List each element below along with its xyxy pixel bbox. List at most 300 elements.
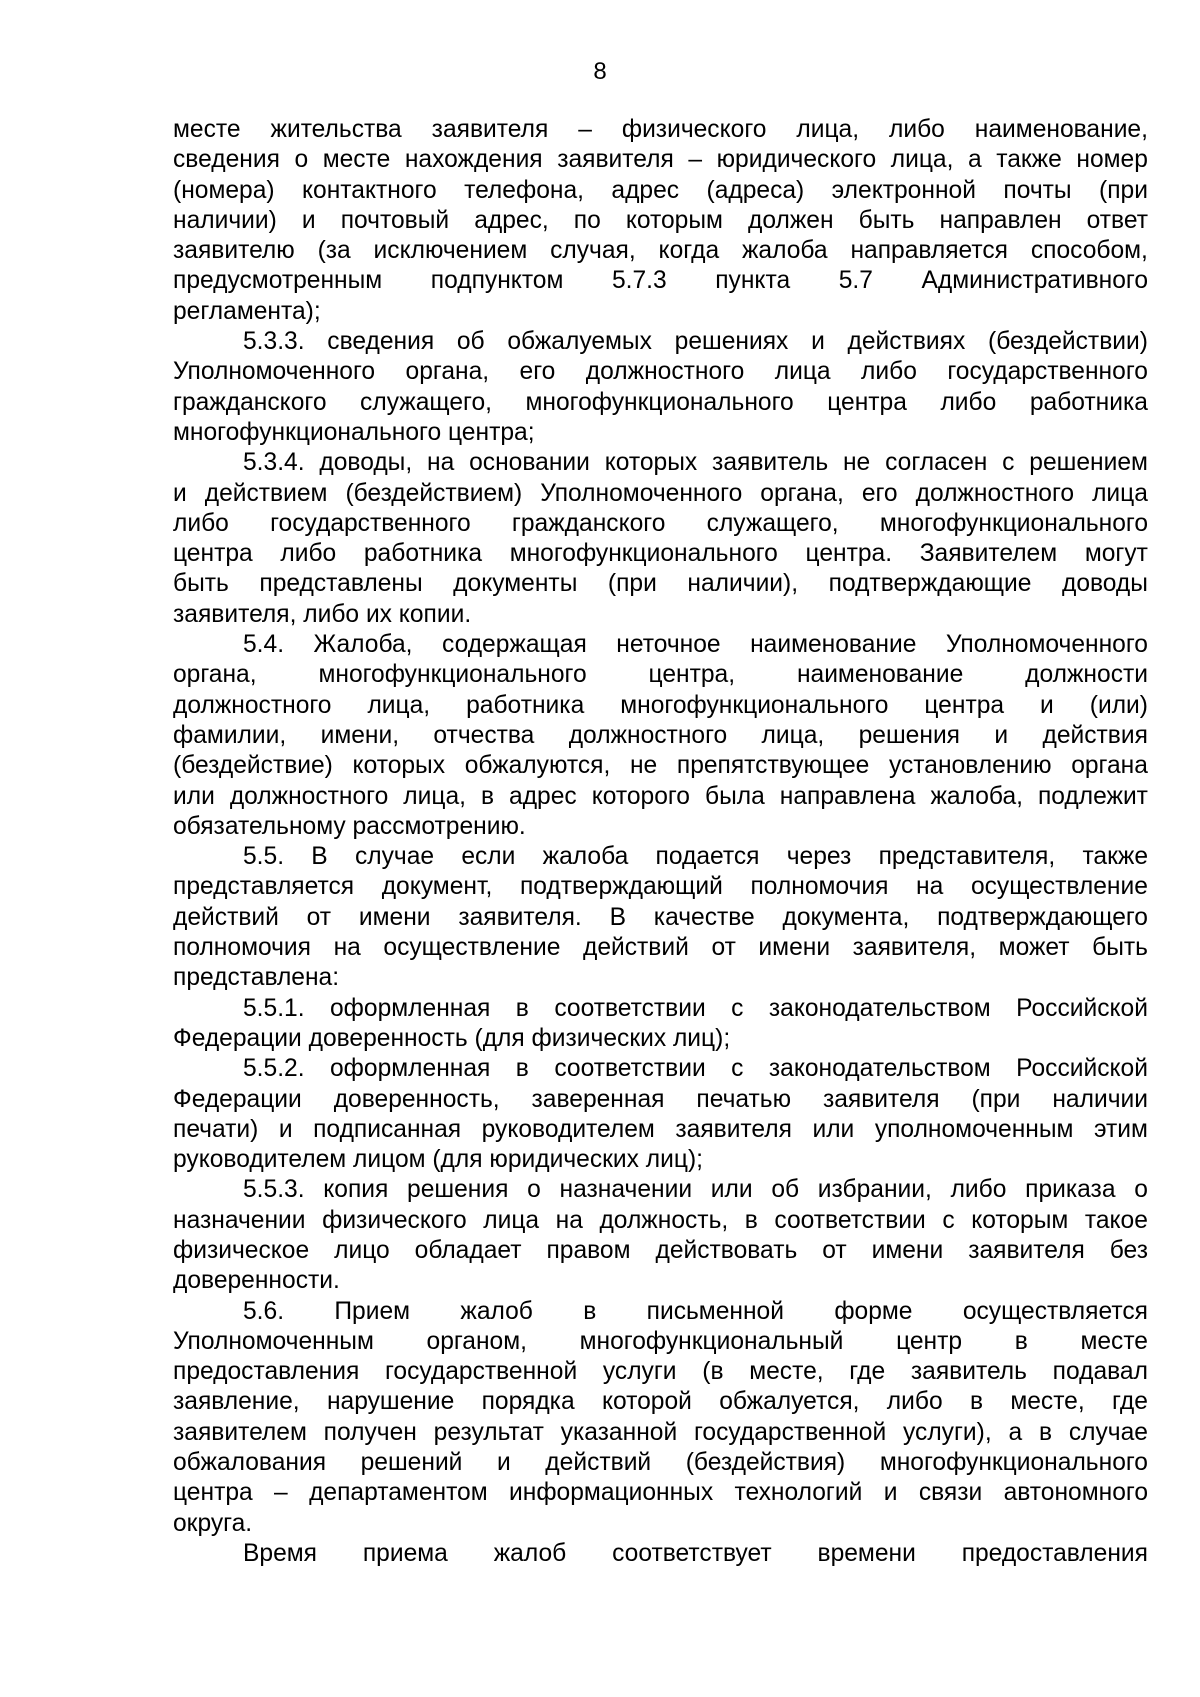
word: об [456,328,485,356]
word: месте [1080,1327,1148,1355]
word: государственного [270,509,471,537]
word: решением [1029,449,1148,477]
word: также [1082,843,1148,871]
word: которых [604,449,698,477]
word: услуги [602,1358,677,1386]
text-line [173,1115,1148,1145]
word: обжалуется, [719,1388,860,1416]
word: с [1002,449,1015,477]
word: документ, [381,873,493,901]
word: через [786,843,852,871]
word: качестве [653,903,755,931]
word: направлена [779,782,916,810]
word: должностного [915,479,1075,507]
word: заявителя [557,146,674,174]
word: 5.3.3. [243,328,305,356]
word: получен [323,1418,417,1446]
word: адрес [509,782,577,810]
word: заявителя [431,116,549,143]
word: (при [971,1085,1021,1113]
document-text-body [173,115,1148,1569]
word: В [609,903,626,931]
word: где [1112,1388,1148,1416]
word: центр [896,1327,963,1355]
word: либо [280,540,337,568]
word: либо [173,509,229,537]
word: электронной [831,176,976,204]
word: департаментом [309,1479,488,1507]
word: которым [625,206,723,234]
word: предоставления [961,1539,1148,1567]
word: органа, [405,358,490,386]
word: о [294,146,309,174]
word: Административного [921,267,1148,295]
text-line [173,206,1148,236]
text-line [173,115,1148,145]
word: печати) [173,1115,259,1143]
word: многофункционального [879,509,1148,537]
word: была [704,782,765,810]
word: физическое [173,1236,310,1264]
word: служащего, [360,388,492,416]
word: предоставления [173,1358,360,1386]
word: представлена: [173,964,340,992]
word: (или) [1089,691,1148,719]
word: (в [702,1358,724,1386]
word: должностного [568,721,728,749]
word: заявитель [712,449,829,477]
word: полномочия [750,873,889,901]
word: работника [363,540,483,568]
word: (при [607,570,657,598]
text-line [173,751,1148,781]
word: либо [950,1176,1007,1204]
word: обжалуются, [464,752,611,780]
word: лица, [367,691,431,719]
word: должностного [229,782,389,810]
word: центра. [805,540,893,568]
word: должностного [173,691,332,719]
word: случае [1068,1418,1148,1446]
word: жалоба [741,237,828,265]
word: работника [466,691,585,719]
word: соответствии [554,994,706,1022]
word: документа, [782,903,910,931]
word: фамилии, [173,721,287,749]
word: печатью [696,1085,792,1113]
word: в [515,994,529,1022]
word: органа, [760,479,844,507]
word: в [744,1206,758,1234]
word: оформленная [329,1055,491,1083]
text-line [173,1539,1148,1569]
text-line [173,418,1148,448]
word: или [812,1115,855,1143]
text-line [173,1509,1148,1539]
word: с [731,994,744,1022]
word: информационных [509,1479,714,1507]
word: либо [889,116,945,143]
word: подтверждающего [937,903,1148,931]
word: законодательством [768,994,991,1022]
word: когда [658,237,720,265]
word: многофункционального [509,540,778,568]
word: государственной [694,1418,887,1446]
text-line [173,539,1148,569]
word: от [711,934,736,962]
word: центра, [648,661,736,689]
word: Уполномоченного [173,358,376,386]
word: в [480,782,495,810]
word: Уполномоченным [173,1327,374,1355]
word: направляется [850,237,1009,265]
word: где [849,1358,886,1386]
word: которых [352,752,446,780]
word: многофункционального центра; [173,418,535,446]
word: быть [1092,934,1148,962]
word: без [1109,1236,1148,1264]
word: соответствует [612,1539,772,1567]
word: представлены [259,570,423,598]
word: почтовый [340,206,450,234]
word: если [461,843,516,871]
word: руководителем [481,1115,655,1143]
word: которым [971,1206,1069,1234]
word: лицо [334,1236,390,1264]
text-line [173,1448,1148,1478]
word: наименование [750,631,917,659]
text-line [173,630,1148,660]
word: подпунктом [430,267,564,295]
text-line [173,176,1148,206]
text-line [173,660,1148,690]
word: этим [1093,1115,1148,1143]
word: действий [582,934,689,962]
word: – [688,146,703,174]
word: назначении [559,1176,693,1204]
text-line [173,1024,1148,1054]
word: имени [758,934,831,962]
word: о [527,1176,541,1204]
word: нахождения [404,146,543,174]
word: 5.5.1. [243,994,305,1022]
word: и [278,1115,293,1143]
word: заявителя [675,1115,792,1143]
word: не [842,449,871,477]
word: лица, [796,116,860,143]
word: оформленная [329,994,491,1022]
word: 5.5.3. [243,1176,305,1204]
word: подлежит [1037,782,1148,810]
word: подавал [1052,1358,1148,1386]
word: заявителя [822,1085,940,1113]
text-line [173,1418,1148,1448]
word: 5.4. [243,631,285,659]
word: которого [591,782,690,810]
word: и [173,479,187,507]
text-line [173,1327,1148,1357]
word: по [573,206,601,234]
word: действий [173,903,279,931]
word: и [883,1479,898,1507]
word: месте, [1010,1388,1085,1416]
word: органом, [426,1327,527,1355]
text-line [173,1236,1148,1266]
word: действиях [847,328,966,356]
word: либо [861,358,917,386]
word: от [822,1236,847,1264]
text-line [173,236,1148,266]
text-line [173,812,1148,842]
word: результат [433,1418,544,1446]
word: действовать [655,1236,798,1264]
word: документы [453,570,578,598]
word: пункта [715,267,791,295]
text-line [173,691,1148,721]
word: решениях [674,328,789,356]
word: Российской [1016,994,1148,1022]
word: жалоба, [930,782,1023,810]
word: законодательством [768,1055,991,1083]
word: случая, [550,237,636,265]
word: многофункционального [525,388,794,416]
word: соответствии [554,1055,706,1083]
word: гражданского [511,509,666,537]
text-line [173,721,1148,751]
word: подписанная [313,1115,462,1143]
word: или [710,1176,753,1204]
word: Заявителем [919,540,1058,568]
word: осуществление [970,873,1148,901]
word: автономного [1003,1479,1148,1507]
word: полномочия [173,934,311,962]
word: предусмотренным [173,267,383,295]
word: жалоб [460,1297,533,1325]
word: решения [407,1176,509,1204]
word: на [555,1206,583,1234]
word: действия [1042,721,1148,749]
word: в [583,1297,597,1325]
word: Прием [334,1297,411,1325]
word: гражданского [173,388,327,416]
word: неточное [616,631,721,659]
word: представителя, [878,843,1056,871]
word: уполномоченным [874,1115,1074,1143]
word: решений [360,1449,463,1477]
word: заявителя [968,1236,1085,1264]
word: лица, [403,782,466,810]
word: лица, [890,146,954,174]
text-line [173,963,1148,993]
word: центра [173,540,253,568]
text-line [173,1297,1148,1327]
word: лица [483,1206,540,1234]
word: многофункционального [620,691,889,719]
word: заявителя. [458,903,582,931]
word: содержащая [442,631,587,659]
text-line [173,600,1148,630]
word: в [1014,1327,1028,1355]
text-line [173,357,1148,387]
word: – [578,116,592,143]
word: либо [940,388,997,416]
word: также [996,146,1062,174]
text-line [173,1206,1148,1236]
word: должностного [585,358,745,386]
word: об [771,1176,800,1204]
word: должности [1025,661,1148,689]
word: имени [871,1236,944,1264]
word: Российской [1016,1055,1148,1083]
word: номер [1076,146,1148,174]
word: и [994,721,1009,749]
word: подтверждающие [828,570,1032,598]
word: жалоба [542,843,629,871]
word: заявителя, [852,934,977,962]
text-line [173,782,1148,812]
word: адрес, [474,206,549,234]
word: а [967,146,982,174]
word: наименование [796,661,964,689]
word: юридического [716,146,877,174]
text-line [173,1387,1148,1417]
word: наименование, [974,116,1148,143]
word: и [1040,691,1054,719]
word: физического [621,116,767,143]
word: физического [322,1206,467,1234]
word: Уполномоченного [540,479,743,507]
word: копия [323,1176,389,1204]
word: доводы, [319,449,413,477]
word: нарушение [326,1388,455,1416]
word: действий [545,1449,652,1477]
word: органа [1071,752,1148,780]
word: приказа [1025,1176,1116,1204]
word: его [519,358,556,386]
word: а [1008,1418,1023,1446]
text-line [173,569,1148,599]
word: в [969,1388,984,1416]
word: заявление, [173,1388,300,1416]
word: месте [322,146,391,174]
text-line [173,1478,1148,1508]
word: центра [827,388,907,416]
word: обладает [414,1236,522,1264]
word: (за [317,237,351,265]
word: 5.5.2. [243,1055,305,1083]
text-line [173,903,1148,933]
text-line [173,1145,1148,1175]
text-line [173,388,1148,418]
word: должен [748,206,834,234]
word: контактного [302,176,437,204]
word: заверенная [531,1085,665,1113]
word: многофункционального [318,661,587,689]
word: государственной [384,1358,578,1386]
word: (бездействии) [988,328,1148,356]
word: адрес [611,176,680,204]
text-line [173,994,1148,1024]
word: на [427,449,455,477]
word: услуги), [903,1418,992,1446]
word: (бездействием) [345,479,523,507]
word: 5.7 [838,267,873,295]
word: основании [469,449,590,477]
word: заявителю [173,237,295,265]
word: с [942,1206,955,1234]
text-line [173,297,1148,327]
word: технологий [734,1479,863,1507]
text-line [173,1054,1148,1084]
word: могут [1084,540,1148,568]
text-line [173,842,1148,872]
word: с [731,1055,744,1083]
word: и [301,206,316,234]
word: государственного [947,358,1148,386]
word: почты [1003,176,1072,204]
text-line [173,933,1148,963]
word: лица [774,358,831,386]
text-line [173,479,1148,509]
word: работника [1029,388,1148,416]
word: месте, [749,1358,824,1386]
word: обязательному рассмотрению. [173,812,526,840]
word: наличии), [687,570,799,598]
text-line [173,1175,1148,1205]
text-line [173,509,1148,539]
word: случае [354,843,435,871]
word: руководителем лицом (для юридических лиц); [173,1146,703,1174]
page-number: 8 [593,58,607,85]
word: письменной [646,1297,784,1325]
word: центра [924,691,1005,719]
word: порядка [481,1388,575,1416]
word: 5.6. [243,1297,285,1325]
word: регламента); [173,297,321,325]
word: препятствующее [676,752,870,780]
word: указанной [560,1418,678,1446]
text-line [173,266,1148,296]
word: доверенности. [173,1267,340,1295]
word: Федерации [173,1085,302,1113]
word: либо [886,1388,943,1416]
word: отчества [433,721,535,749]
word: доверенность, [333,1085,500,1113]
word: на [333,934,361,962]
word: избрании, [817,1176,932,1204]
word: жалоб [493,1539,567,1567]
word: имени, [320,721,400,749]
word: (адреса) [706,176,805,204]
text-line [173,1357,1148,1387]
word: подается [655,843,760,871]
word: времени [817,1539,916,1567]
word: многофункционального [879,1449,1148,1477]
word: служащего, [706,509,839,537]
word: Уполномоченного [945,631,1148,659]
word: Время [243,1539,317,1567]
word: должность, [599,1206,729,1234]
word: согласен [885,449,988,477]
word: связи [918,1479,983,1507]
word: действием [204,479,328,507]
word: и [496,1449,511,1477]
word: ответ [1086,206,1148,234]
word: может [998,934,1070,962]
word: способом, [1030,237,1148,265]
word: Федерации доверенность (для физических лиц); [173,1024,731,1052]
text-line [173,872,1148,902]
